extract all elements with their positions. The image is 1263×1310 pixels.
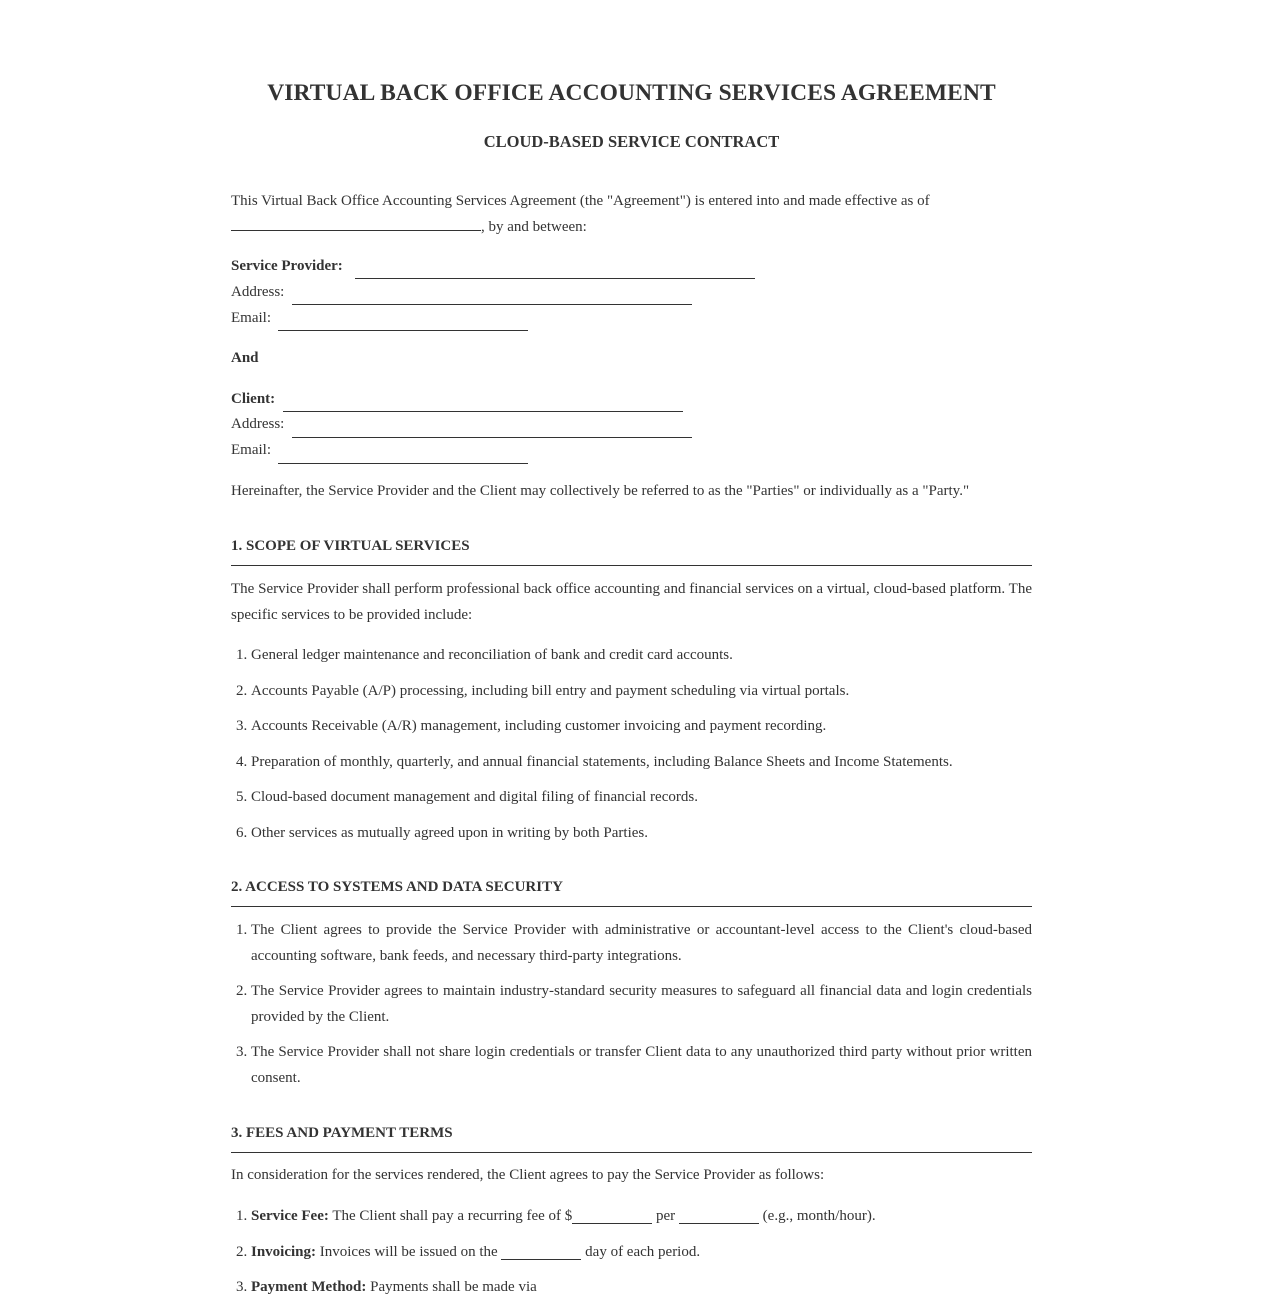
service-fee-per: per <box>652 1208 679 1224</box>
list-item <box>251 1239 1032 1265</box>
fee-amount-blank[interactable] <box>572 1205 652 1224</box>
service-fee-label: Service Fee: <box>251 1208 329 1224</box>
payment-method-label: Payment Method: <box>251 1279 367 1295</box>
list-item <box>251 1203 1032 1229</box>
list-item <box>251 1274 1032 1300</box>
fee-period-blank[interactable] <box>679 1205 759 1224</box>
provider-address-blank[interactable] <box>292 303 692 305</box>
document-title: VIRTUAL BACK OFFICE ACCOUNTING SERVICES AGREEMENT <box>267 80 996 106</box>
provider-label: Service Provider: <box>231 258 343 274</box>
section-3-heading: 3. FEES AND PAYMENT TERMS <box>231 1125 1032 1153</box>
provider-email-blank[interactable] <box>278 329 528 331</box>
provider-email-label: Email: <box>231 310 271 326</box>
section-1-heading: 1. SCOPE OF VIRTUAL SERVICES <box>231 538 1032 566</box>
list-item: 2. Accounts Payable (A/P) processing, including bill entry and payment scheduling via virtual portals. <box>251 678 1032 704</box>
invoicing-suffix: day of each period. <box>581 1243 701 1260</box>
payment-method-text: Payments shall be made via <box>366 1279 537 1295</box>
client-email-row <box>231 442 271 466</box>
parties-note: Hereinafter, the Service Provider and the Client may collectively be referred to as the "Parties" or individually as a "Party." <box>231 483 970 499</box>
service-fee-text: The Client shall pay a recurring fee of $ <box>328 1208 573 1224</box>
list-item: 1. General ledger maintenance and reconciliation of bank and credit card accounts. <box>251 642 1032 668</box>
section-2-list <box>231 917 1032 1100</box>
section-3-list <box>231 1203 1032 1310</box>
document-subtitle: CLOUD-BASED SERVICE CONTRACT <box>483 132 780 151</box>
client-address-row <box>231 416 284 440</box>
client-label: Client: <box>231 391 276 407</box>
provider-name-row <box>231 258 343 282</box>
intro-text: This Virtual Back Office Accounting Services Agreement (the "Agreement") is entered into and made effective as of <box>231 193 930 209</box>
client-name-row <box>231 391 275 415</box>
provider-email-row <box>231 310 271 334</box>
provider-name-blank[interactable] <box>355 277 755 279</box>
list-item: 2. The Service Provider agrees to maintain industry-standard security measures to safeguard all financial data and login credentials provided by the Client. <box>251 978 1032 1030</box>
client-name-blank[interactable] <box>283 410 683 412</box>
list-item: 3. Accounts Receivable (A/R) management, including customer invoicing and payment recording. <box>251 713 1032 739</box>
section-1-list <box>231 642 1032 855</box>
intro-suffix: , by and between: <box>481 219 587 235</box>
client-address-label: Address: <box>231 416 285 432</box>
invoice-day-blank[interactable] <box>501 1241 581 1260</box>
and-label: And <box>231 350 259 366</box>
provider-address-label: Address: <box>231 284 285 300</box>
client-email-label: Email: <box>231 442 271 458</box>
section-1-intro: The Service Provider shall perform professional back office accounting and financial services on a virtual, cloud-based platform. The specific services to be provided include: <box>231 581 1032 623</box>
client-address-blank[interactable] <box>292 436 692 438</box>
invoicing-label: Invoicing: <box>251 1243 317 1260</box>
client-email-blank[interactable] <box>278 462 528 464</box>
invoicing-text: Invoices will be issued on the <box>316 1243 502 1260</box>
list-item: 4. Preparation of monthly, quarterly, and annual financial statements, including Balance Sheets and Income Statements. <box>251 749 1032 775</box>
list-item: 3. The Service Provider shall not share login credentials or transfer Client data to any unauthorized third party without prior written consent. <box>251 1039 1032 1091</box>
effective-date-blank[interactable] <box>231 214 481 231</box>
service-fee-example: (e.g., month/hour). <box>758 1208 876 1224</box>
list-item: 6. Other services as mutually agreed upon in writing by both Parties. <box>251 820 1032 846</box>
list-item: 5. Cloud-based document management and digital filing of financial records. <box>251 784 1032 810</box>
provider-address-row <box>231 284 284 308</box>
list-item: 1. The Client agrees to provide the Service Provider with administrative or accountant-level access to the Client's cloud-based accounting software, bank feeds, and necessary third-party integrations. <box>251 917 1032 969</box>
section-2-heading: 2. ACCESS TO SYSTEMS AND DATA SECURITY <box>231 879 1032 907</box>
section-3-intro: In consideration for the services rendered, the Client agrees to pay the Service Provider as follows: <box>231 1167 825 1183</box>
intro-paragraph <box>231 188 1032 240</box>
